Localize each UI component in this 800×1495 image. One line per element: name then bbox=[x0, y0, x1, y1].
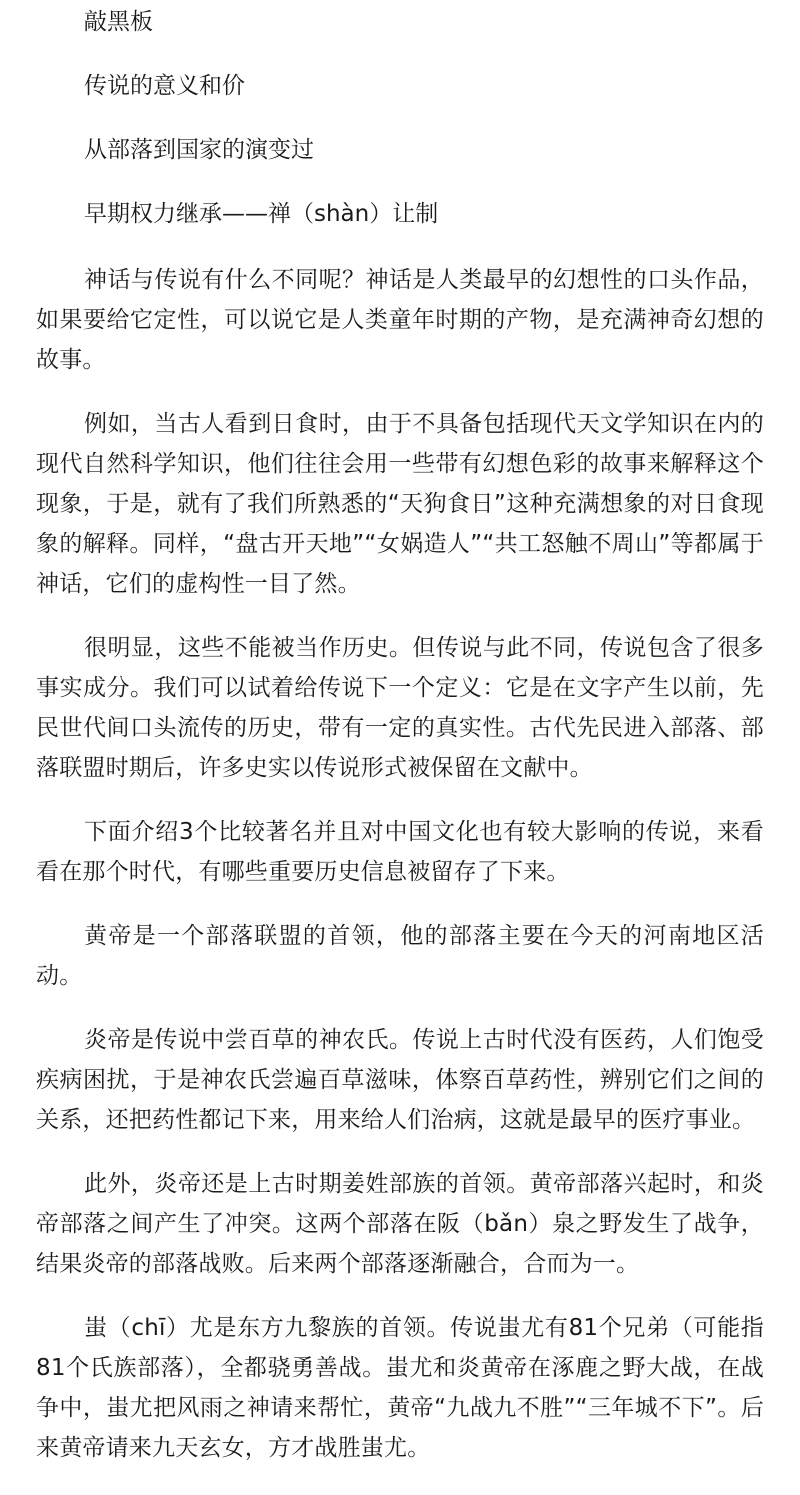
paragraph-yandi-conflict: 此外，炎帝还是上古时期姜姓部族的首领。黄帝部落兴起时，和炎帝部落之间产生了冲突。这两个部落在阪（bǎn）泉之野发生了战争，结果炎帝的部落战败。后来两个部落逐渐融合，合而为一。 bbox=[36, 1171, 764, 1277]
paragraph-yandi-shennong: 炎帝是传说中尝百草的神农氏。传说上古时代没有医药，人们饱受疾病困扰，于是神农氏尝遍百草滋味，体察百草药性，辨别它们之间的关系，还把药性都记下来，用来给人们治病，这就是最早的医疗事业。 bbox=[36, 1027, 764, 1133]
paragraph-huangdi: 黄帝是一个部落联盟的首领，他的部落主要在今天的河南地区活动。 bbox=[36, 923, 764, 989]
paragraph-eclipse-example: 例如，当古人看到日食时，由于不具备包括现代天文学知识在内的现代自然科学知识，他们往往会用一些带有幻想色彩的故事来解释这个现象，于是，就有了我们所熟悉的“天狗食日”这种充满想象的对日食现象的解释。同样，“盘古开天地”“女娲造人”“共工怒触不周山”等都属于神话，它们的虚构性一目了然。 bbox=[36, 411, 764, 597]
paragraph-legend-definition: 很明显，这些不能被当作历史。但传说与此不同，传说包含了很多事实成分。我们可以试着给传说下一个定义：它是在文字产生以前，先民世代间口头流传的历史，带有一定的真实性。古代先民进入部落、部落联盟时期后，许多史实以传说形式被保留在文献中。 bbox=[36, 635, 764, 781]
paragraph-chiyou: 蚩（chī）尤是东方九黎族的首领。传说蚩尤有81个兄弟（可能指81个氏族部落），全都骁勇善战。蚩尤和炎黄帝在涿鹿之野大战，在战争中，蚩尤把风雨之神请来帮忙，黄帝“九战九不胜”“三年城不下”。后来黄帝请来九天玄女，方才战胜蚩尤。 bbox=[36, 1315, 764, 1461]
heading-line-1: 敲黑板 bbox=[84, 9, 153, 35]
paragraph-myth-vs-legend: 神话与传说有什么不同呢？神话是人类最早的幻想性的口头作品，如果要给它定性，可以说它是人类童年时期的产物，是充满神奇幻想的故事。 bbox=[36, 267, 764, 373]
paragraph-three-legends-intro: 下面介绍3个比较著名并且对中国文化也有较大影响的传说，来看看在那个时代，有哪些重要历史信息被留存了下来。 bbox=[36, 819, 764, 885]
heading-line-2: 传说的意义和价 bbox=[84, 73, 245, 99]
heading-line-4: 早期权力继承——禅（shàn）让制 bbox=[84, 201, 439, 227]
heading-line-3: 从部落到国家的演变过 bbox=[84, 137, 314, 163]
